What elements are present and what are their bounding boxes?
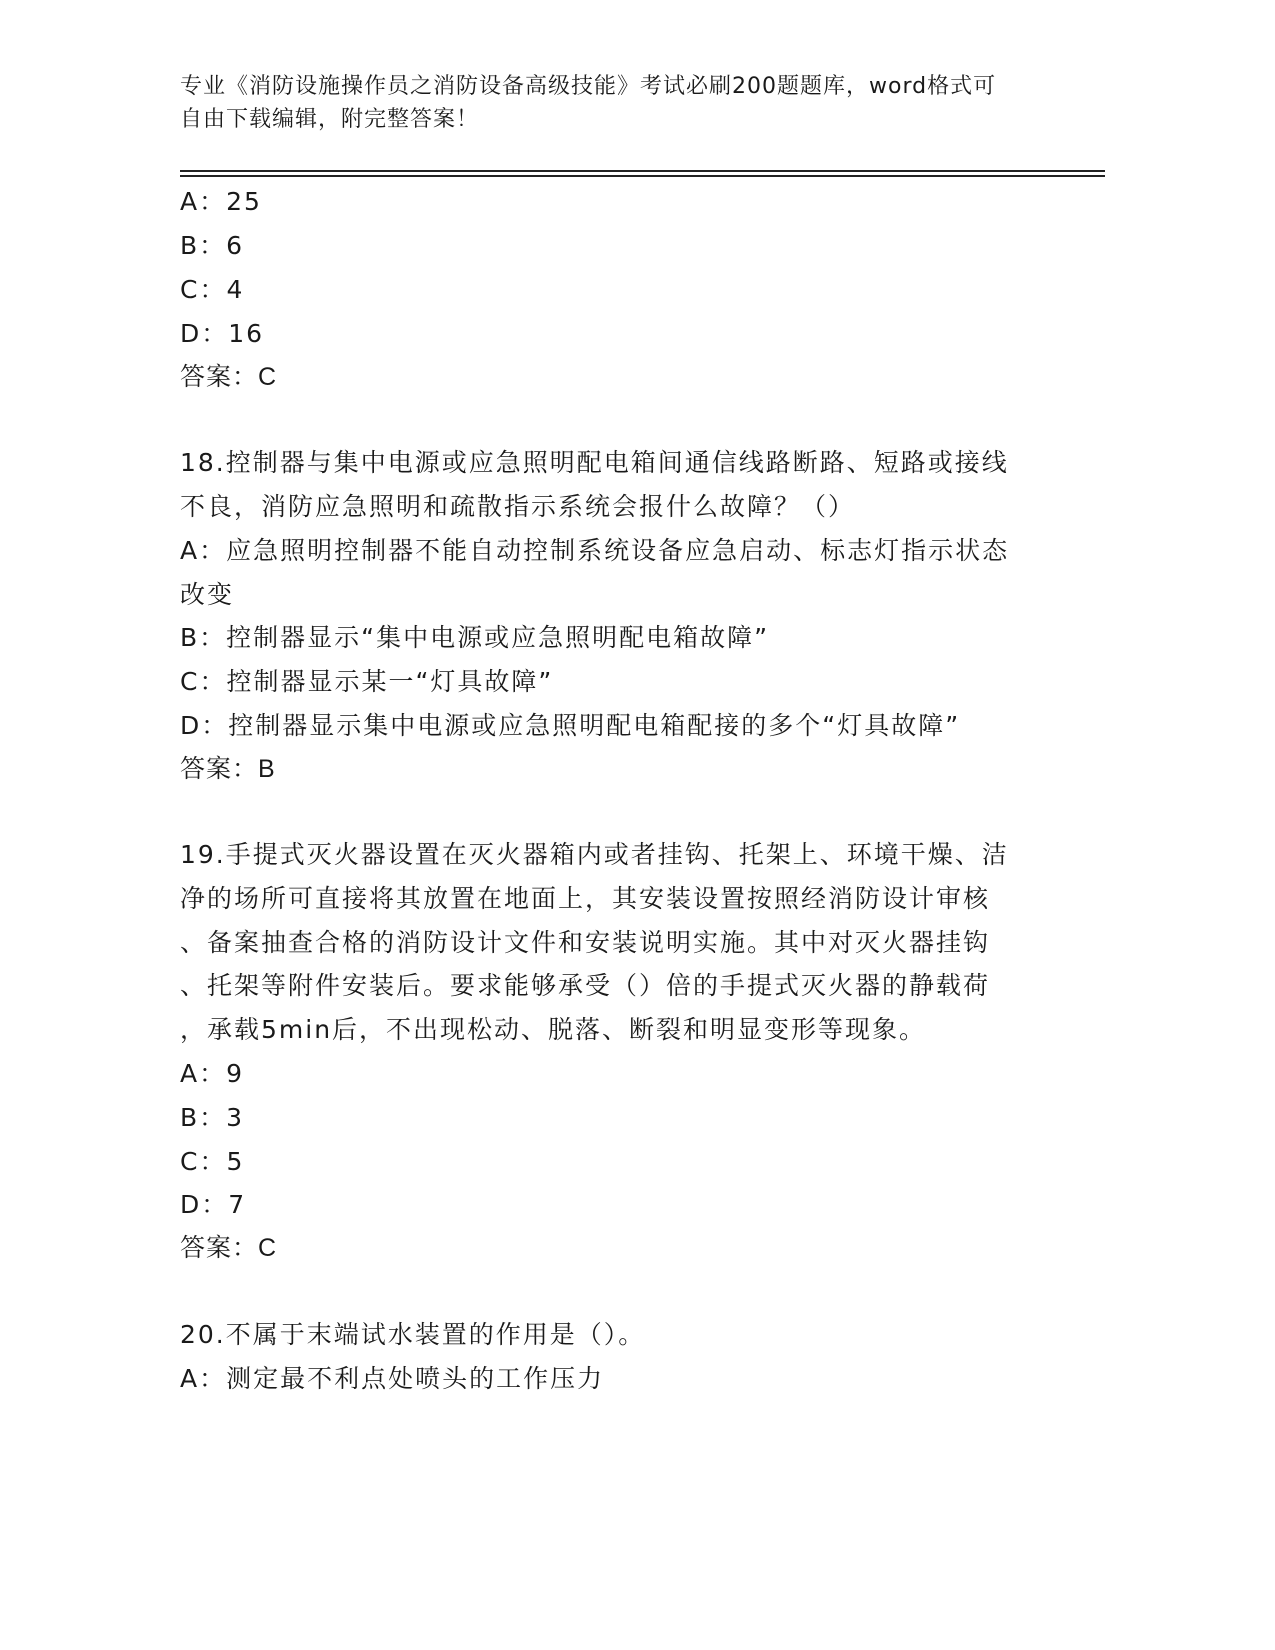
q19-stem-line-5: ，承载5min后，不出现松动、脱落、断裂和明显变形等现象。 xyxy=(180,1015,927,1044)
q17-answer: 答案：C xyxy=(180,363,278,391)
q18-option-b: B：控制器显示“集中电源或应急照明配电箱故障” xyxy=(180,623,770,652)
q19-answer: 答案：C xyxy=(180,1234,278,1262)
header-divider-bottom xyxy=(180,175,1105,177)
q17-option-b: B：6 xyxy=(180,231,245,260)
q18-option-c: C：控制器显示某一“灯具故障” xyxy=(180,667,554,696)
q19-option-b: B：3 xyxy=(180,1103,245,1132)
header-line-2: 自由下载编辑，附完整答案！ xyxy=(180,107,480,132)
q19-stem-line-4: 、托架等附件安装后。要求能够承受（）倍的手提式灭火器的静载荷 xyxy=(180,971,991,1000)
q17-option-d: D：16 xyxy=(180,319,265,348)
q18-stem-line-1: 18.控制器与集中电源或应急照明配电箱间通信线路断路、短路或接线 xyxy=(180,448,1009,477)
q19-stem-line-2: 净的场所可直接将其放置在地面上，其安装设置按照经消防设计审核 xyxy=(180,884,991,913)
q18-answer: 答案：B xyxy=(180,755,276,783)
q19-stem-line-1: 19.手提式灭火器设置在灭火器箱内或者挂钩、托架上、环境干燥、洁 xyxy=(180,840,1009,869)
q19-option-d: D：7 xyxy=(180,1190,247,1219)
document-header xyxy=(180,70,1060,136)
q17-option-a: A：25 xyxy=(180,187,262,216)
q18-option-a: A：应急照明控制器不能自动控制系统设备应急启动、标志灯指示状态 xyxy=(180,536,1010,565)
q20-option-a: A：测定最不利点处喷头的工作压力 xyxy=(180,1364,605,1393)
q18-option-d: D：控制器显示集中电源或应急照明配电箱配接的多个“灯具故障” xyxy=(180,711,961,740)
q19-stem-line-3: 、备案抽查合格的消防设计文件和安装说明实施。其中对灭火器挂钩 xyxy=(180,928,991,957)
header-divider-top xyxy=(180,170,1105,172)
header-line-1: 专业《消防设施操作员之消防设备高级技能》考试必刷200题题库，word格式可 xyxy=(180,74,997,99)
q20-stem-line-1: 20.不属于末端试水装置的作用是（）。 xyxy=(180,1320,646,1349)
q17-option-c: C：4 xyxy=(180,275,245,304)
q19-option-c: C：5 xyxy=(180,1147,245,1176)
q18-option-a-continued: 改变 xyxy=(180,580,235,609)
q18-stem-line-2: 不良，消防应急照明和疏散指示系统会报什么故障？（） xyxy=(180,492,856,521)
q19-option-a: A：9 xyxy=(180,1059,245,1088)
